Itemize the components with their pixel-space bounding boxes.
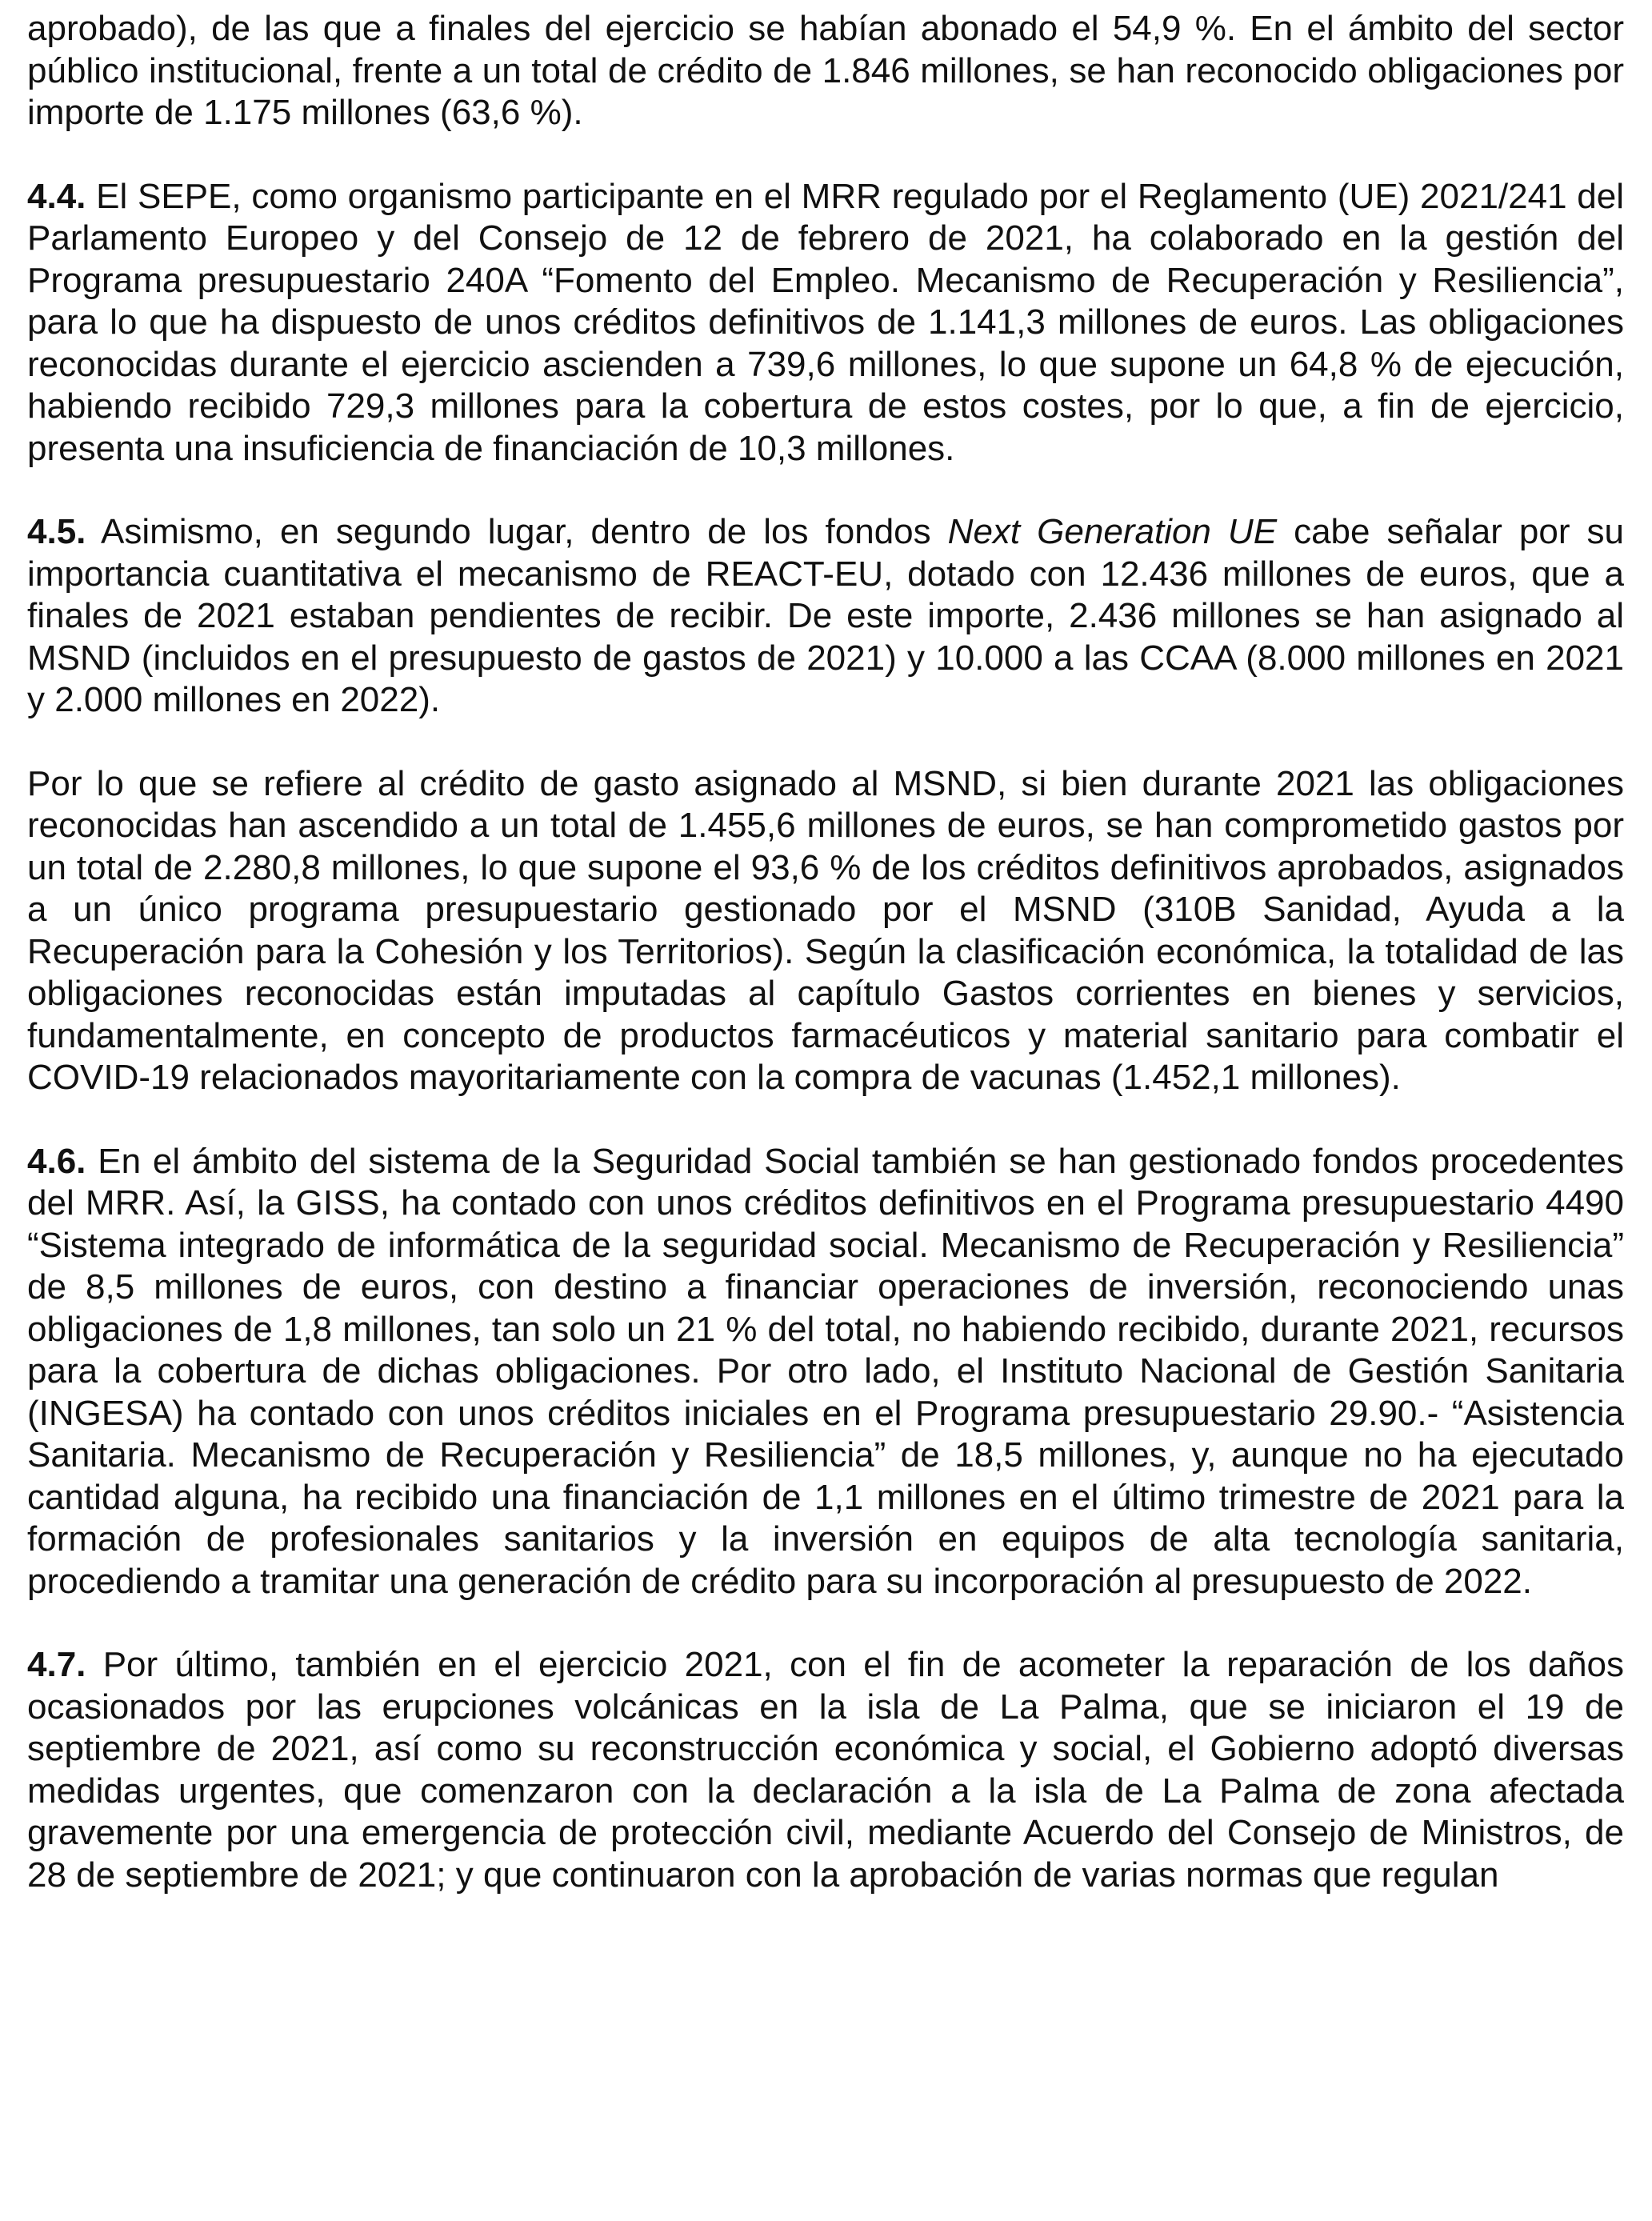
paragraph-4-7 xyxy=(27,1644,1624,1896)
paragraph-intro-continuation xyxy=(27,8,1624,134)
section-number: 4.5. xyxy=(27,512,86,551)
paragraph-text: Por lo que se refiere al crédito de gasto asignado al MSND, si bien durante 2021 las obligaciones reconocidas han ascendido a un total de 1.455,6 millones de euros, se han comprometido gastos por un total de 2.280,8 millones, lo que supone el 93,6 % de los créditos definitivos aprobados, asignados a un único programa presupuestario gestionado por el MSND (310B Sanidad, Ayuda a la Recuperación para la Cohesión y los Territorios). Según la clasificación económica, la totalidad de las obligaciones reconocidas están imputadas al capítulo Gastos corrientes en bienes y servicios, fundamentalmente, en concepto de productos farmacéuticos y material sanitario para combatir el COVID-19 relacionados mayoritariamente con la compra de vacunas (1.452,1 millones). xyxy=(27,763,1624,1097)
paragraph-text: cabe señalar por su importancia cuantitativa el mecanismo de REACT-EU, dotado con 12.436 millones de euros, que a finales de 2021 estaban pendientes de recibir. De este importe, 2.436 millones se han asignado al MSND (incluidos en el presupuesto de gastos de 2021) y 10.000 a las CCAA (8.000 millones en 2021 y 2.000 millones en 2022). xyxy=(27,512,1624,719)
document-page xyxy=(27,8,1624,1938)
paragraph-text: En el ámbito del sistema de la Seguridad Social también se han gestionado fondos procedentes del MRR. Así, la GISS, ha contado con unos créditos definitivos en el Programa presupuestario 4490 “Sistema integrado de informática de la seguridad social. Mecanismo de Recuperación y Resiliencia” de 8,5 millones de euros, con destino a financiar operaciones de inversión, reconociendo unas obligaciones de 1,8 millones, tan solo un 21 % del total, no habiendo recibido, durante 2021, recursos para la cobertura de dichas obligaciones. Por otro lado, el Instituto Nacional de Gestión Sanitaria (INGESA) ha contado con unos créditos iniciales en el Programa presupuestario 29.90.- “Asistencia Sanitaria. Mecanismo de Recuperación y Resiliencia” de 18,5 millones, y, aunque no ha ejecutado cantidad alguna, ha recibido una financiación de 1,1 millones en el último trimestre de 2021 para la formación de profesionales sanitarios y la inversión en equipos de alta tecnología sanitaria, procediendo a tramitar una generación de crédito para su incorporación al presupuesto de 2022. xyxy=(27,1141,1624,1601)
section-number: 4.7. xyxy=(27,1645,86,1684)
paragraph-text: El SEPE, como organismo participante en el MRR regulado por el Reglamento (UE) 2021/241 del Parlamento Europeo y del Consejo de 12 de febrero de 2021, ha colaborado en la gestión del Programa presupuestario 240A “Fomento del Empleo. Mecanismo de Recuperación y Resiliencia”, para lo que ha dispuesto de unos créditos definitivos de 1.141,3 millones de euros. Las obligaciones reconocidas durante el ejercicio ascienden a 739,6 millones, lo que supone un 64,8 % de ejecución, habiendo recibido 729,3 millones para la cobertura de estos costes, por lo que, a fin de ejercicio, presenta una insuficiencia de financiación de 10,3 millones. xyxy=(27,176,1624,468)
paragraph-text: aprobado), de las que a finales del ejercicio se habían abonado el 54,9 %. En el ámbito del sector público institucional, frente a un total de crédito de 1.846 millones, se han reconocido obligaciones por importe de 1.175 millones (63,6 %). xyxy=(27,9,1624,132)
paragraph-text: Por último, también en el ejercicio 2021, con el fin de acometer la reparación de los daños ocasionados por las erupciones volcánicas en la isla de La Palma, que se iniciaron el 19 de septiembre de 2021, así como su reconstrucción económica y social, el Gobierno adoptó diversas medidas urgentes, que comenzaron con la declaración a la isla de La Palma de zona afectada gravemente por una emergencia de protección civil, mediante Acuerdo del Consejo de Ministros, de 28 de septiembre de 2021; y que continuaron con la aprobación de varias normas que regulan xyxy=(27,1645,1624,1895)
paragraph-msnd xyxy=(27,763,1624,1099)
paragraph-4-4 xyxy=(27,176,1624,470)
paragraph-4-5 xyxy=(27,511,1624,722)
section-number: 4.6. xyxy=(27,1141,86,1181)
section-number: 4.4. xyxy=(27,176,86,216)
paragraph-text: Asimismo, en segundo lugar, dentro de los fondos xyxy=(86,512,948,551)
italic-term: Next Generation UE xyxy=(947,512,1278,551)
paragraph-4-6 xyxy=(27,1141,1624,1603)
